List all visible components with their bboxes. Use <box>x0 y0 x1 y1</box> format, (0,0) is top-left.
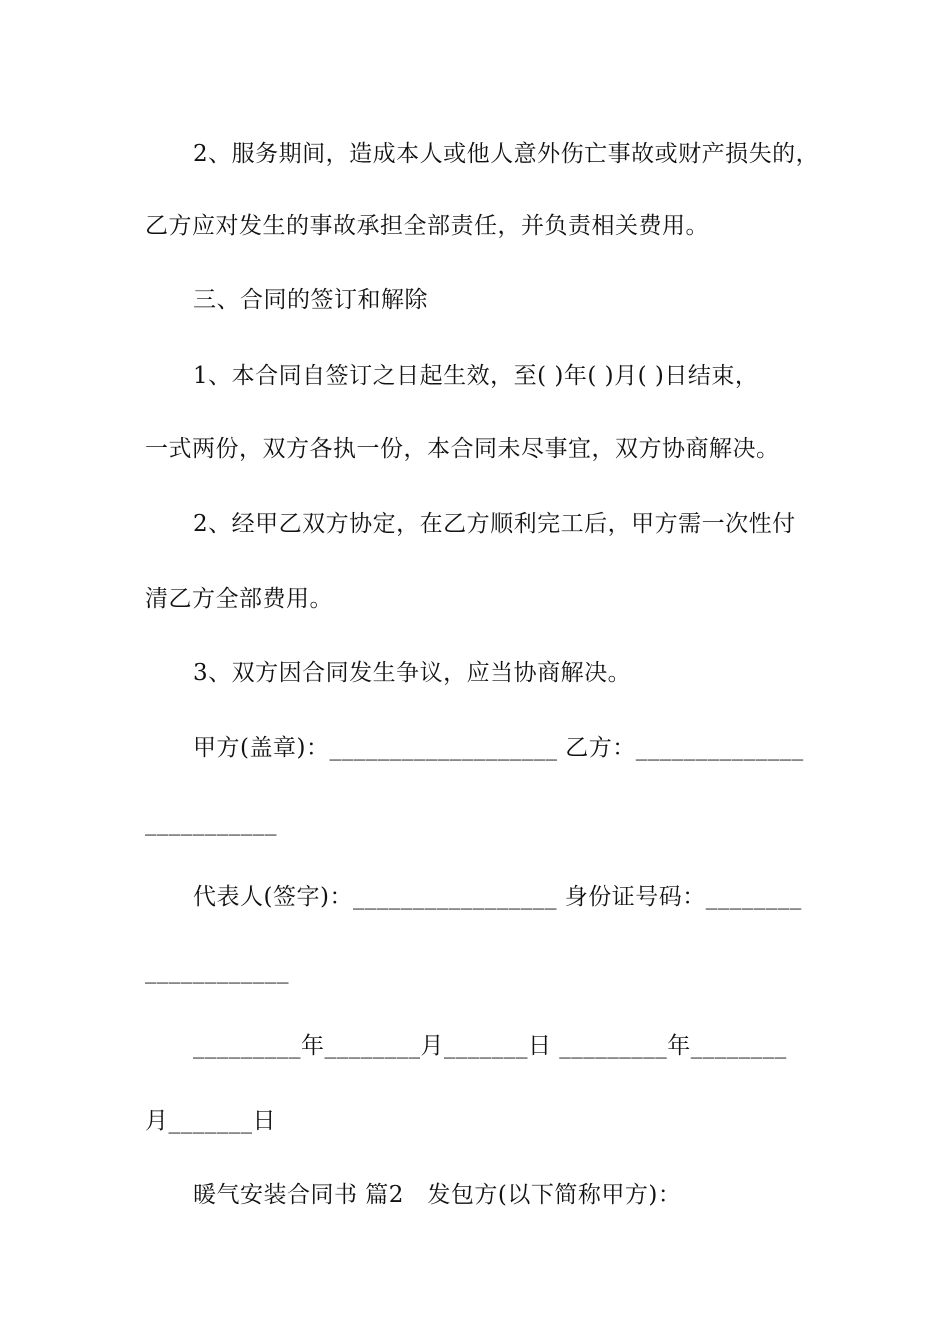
signature-line-representative: 代表人(签字)：_________________ 身份证号码：________ <box>193 884 802 910</box>
section-heading: 三、合同的签订和解除 <box>193 287 428 313</box>
paragraph-line: 2、经甲乙双方协定，在乙方顺利完工后，甲方需一次性付 <box>193 511 796 537</box>
signature-line-continuation: ___________ <box>145 810 277 836</box>
paragraph-line: 乙方应对发生的事故承担全部责任，并负责相关费用。 <box>145 213 709 239</box>
paragraph-line: 一式两份，双方各执一份，本合同未尽事宜，双方协商解决。 <box>145 436 780 462</box>
paragraph-line: 3、双方因合同发生争议，应当协商解决。 <box>193 660 632 686</box>
paragraph-line: 1、本合同自签订之日起生效，至( )年( )月( )日结束， <box>193 363 759 389</box>
signature-line-party-a: 甲方(盖章)：___________________ 乙方：______________ <box>193 735 804 761</box>
date-line-continuation: 月_______日 <box>145 1108 276 1134</box>
section-title: 暖气安装合同书 篇2 发包方(以下简称甲方)： <box>193 1182 682 1208</box>
paragraph-line: 2、服务期间，造成本人或他人意外伤亡事故或财产损失的， <box>193 141 820 167</box>
date-line: _________年________月_______日 _________年________ <box>193 1033 787 1059</box>
signature-line-continuation: ____________ <box>145 958 289 984</box>
paragraph-line: 清乙方全部费用。 <box>145 586 333 612</box>
